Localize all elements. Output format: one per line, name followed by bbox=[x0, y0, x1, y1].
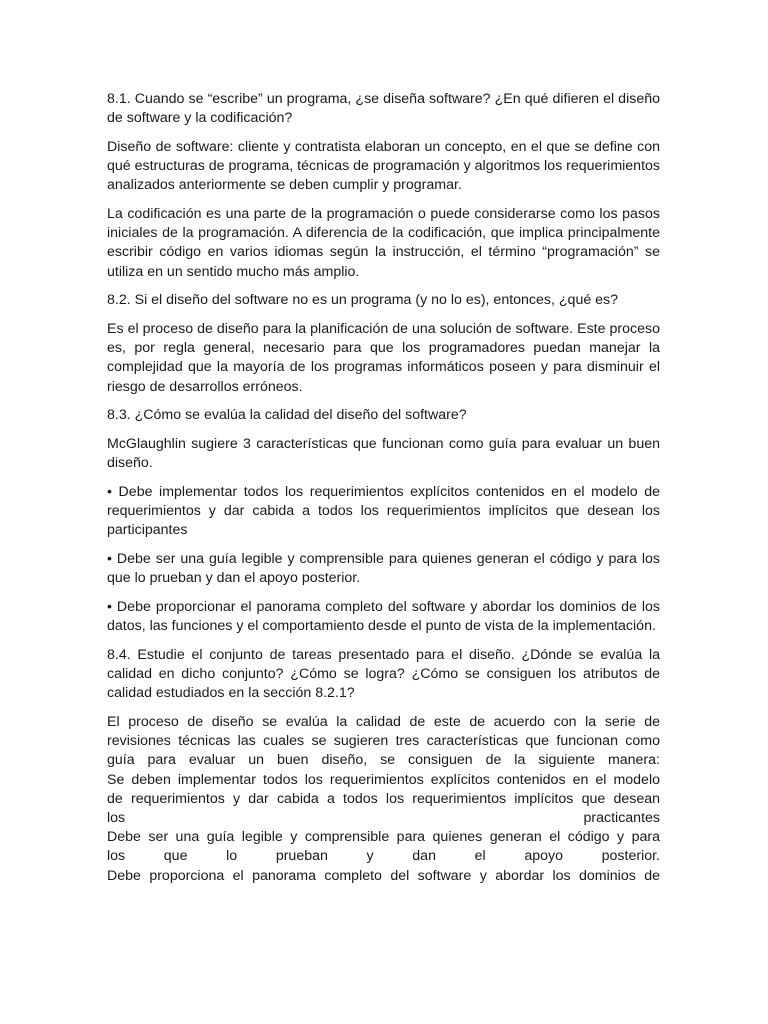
answer-8-4-line: de requerimientos y dar cabida a todos los requerimientos implícitos que desean bbox=[107, 790, 660, 807]
answer-8-4-line: guía para evaluar un buen diseño, se consiguen de la siguiente manera: bbox=[107, 752, 660, 769]
answer-8-4-line: los practicantes bbox=[107, 810, 660, 826]
answer-8-4-line: Se deben implementar todos los requerimientos explícitos contenidos en el modelo bbox=[107, 771, 660, 788]
answer-8-4-line: los que lo prueban y dan el apoyo posterior. bbox=[107, 848, 660, 865]
bullet-complete-panorama: • Debe proporcionar el panorama completo del software y abordar los dominios de los datos, las funciones y el comportamiento desde el punto de vista de la implementación. bbox=[107, 598, 660, 635]
answer-8-1-coding: La codificación es una parte de la programación o puede considerarse como los pasos iniciales de la programación. A diferencia de la codificación, que implica principalmente escribir código en varios idiomas según la instrucción, el término “programación” se utiliza en un sentido mucho más amplio. bbox=[107, 206, 660, 280]
answer-8-3-intro: McGlaughlin sugiere 3 características que funcionan como guía para evaluar un buen diseño. bbox=[107, 436, 660, 472]
document-body bbox=[107, 90, 660, 895]
answer-8-4-line: Debe proporciona el panorama completo del software y abordar los dominios de bbox=[107, 867, 660, 884]
answer-8-1-design: Diseño de software: cliente y contratista elaboran un concepto, en el que se define con qué estructuras de programa, técnicas de programación y algoritmos los requerimientos analizados anteriormente se deben cumplir y programar. bbox=[107, 138, 660, 194]
answer-8-4-line: Debe ser una guía legible y comprensible para quienes generan el código y para bbox=[107, 829, 660, 846]
question-8-2: 8.2. Si el diseño del software no es un programa (y no lo es), entonces, ¿qué es? bbox=[107, 292, 619, 309]
answer-8-4-line: El proceso de diseño se evalúa la calidad de este de acuerdo con la serie de bbox=[107, 713, 660, 730]
bullet-readable-guide: • Debe ser una guía legible y comprensible para quienes generan el código y para los que lo prueban y dan el apoyo posterior. bbox=[107, 551, 660, 587]
answer-8-4-line: revisiones técnicas las cuales se sugieren tres características que funcionan como bbox=[107, 733, 660, 750]
bullet-requirements: • Debe implementar todos los requerimientos explícitos contenidos en el modelo de requerimientos y dar cabida a todos los requerimientos implícitos que desean los participantes bbox=[107, 483, 660, 539]
question-8-1: 8.1. Cuando se “escribe” un programa, ¿se diseña software? ¿En qué difieren el diseño de software y la codificación? bbox=[107, 91, 660, 127]
answer-8-2: Es el proceso de diseño para la planificación de una solución de software. Este proceso es, por regla general, necesario para que los programadores puedan manejar la complejidad que la mayoría de los programas informáticos poseen y para disminuir el riesgo de desarrollos erróneos. bbox=[107, 321, 660, 395]
question-8-4: 8.4. Estudie el conjunto de tareas presentado para el diseño. ¿Dónde se evalúa la calidad en dicho conjunto? ¿Cómo se logra? ¿Cómo se consiguen los atributos de calidad estudiados en la sección 8.2.1? bbox=[107, 646, 660, 702]
question-8-3: 8.3. ¿Cómo se evalúa la calidad del diseño del software? bbox=[107, 407, 467, 424]
answer-8-4 bbox=[107, 713, 660, 886]
